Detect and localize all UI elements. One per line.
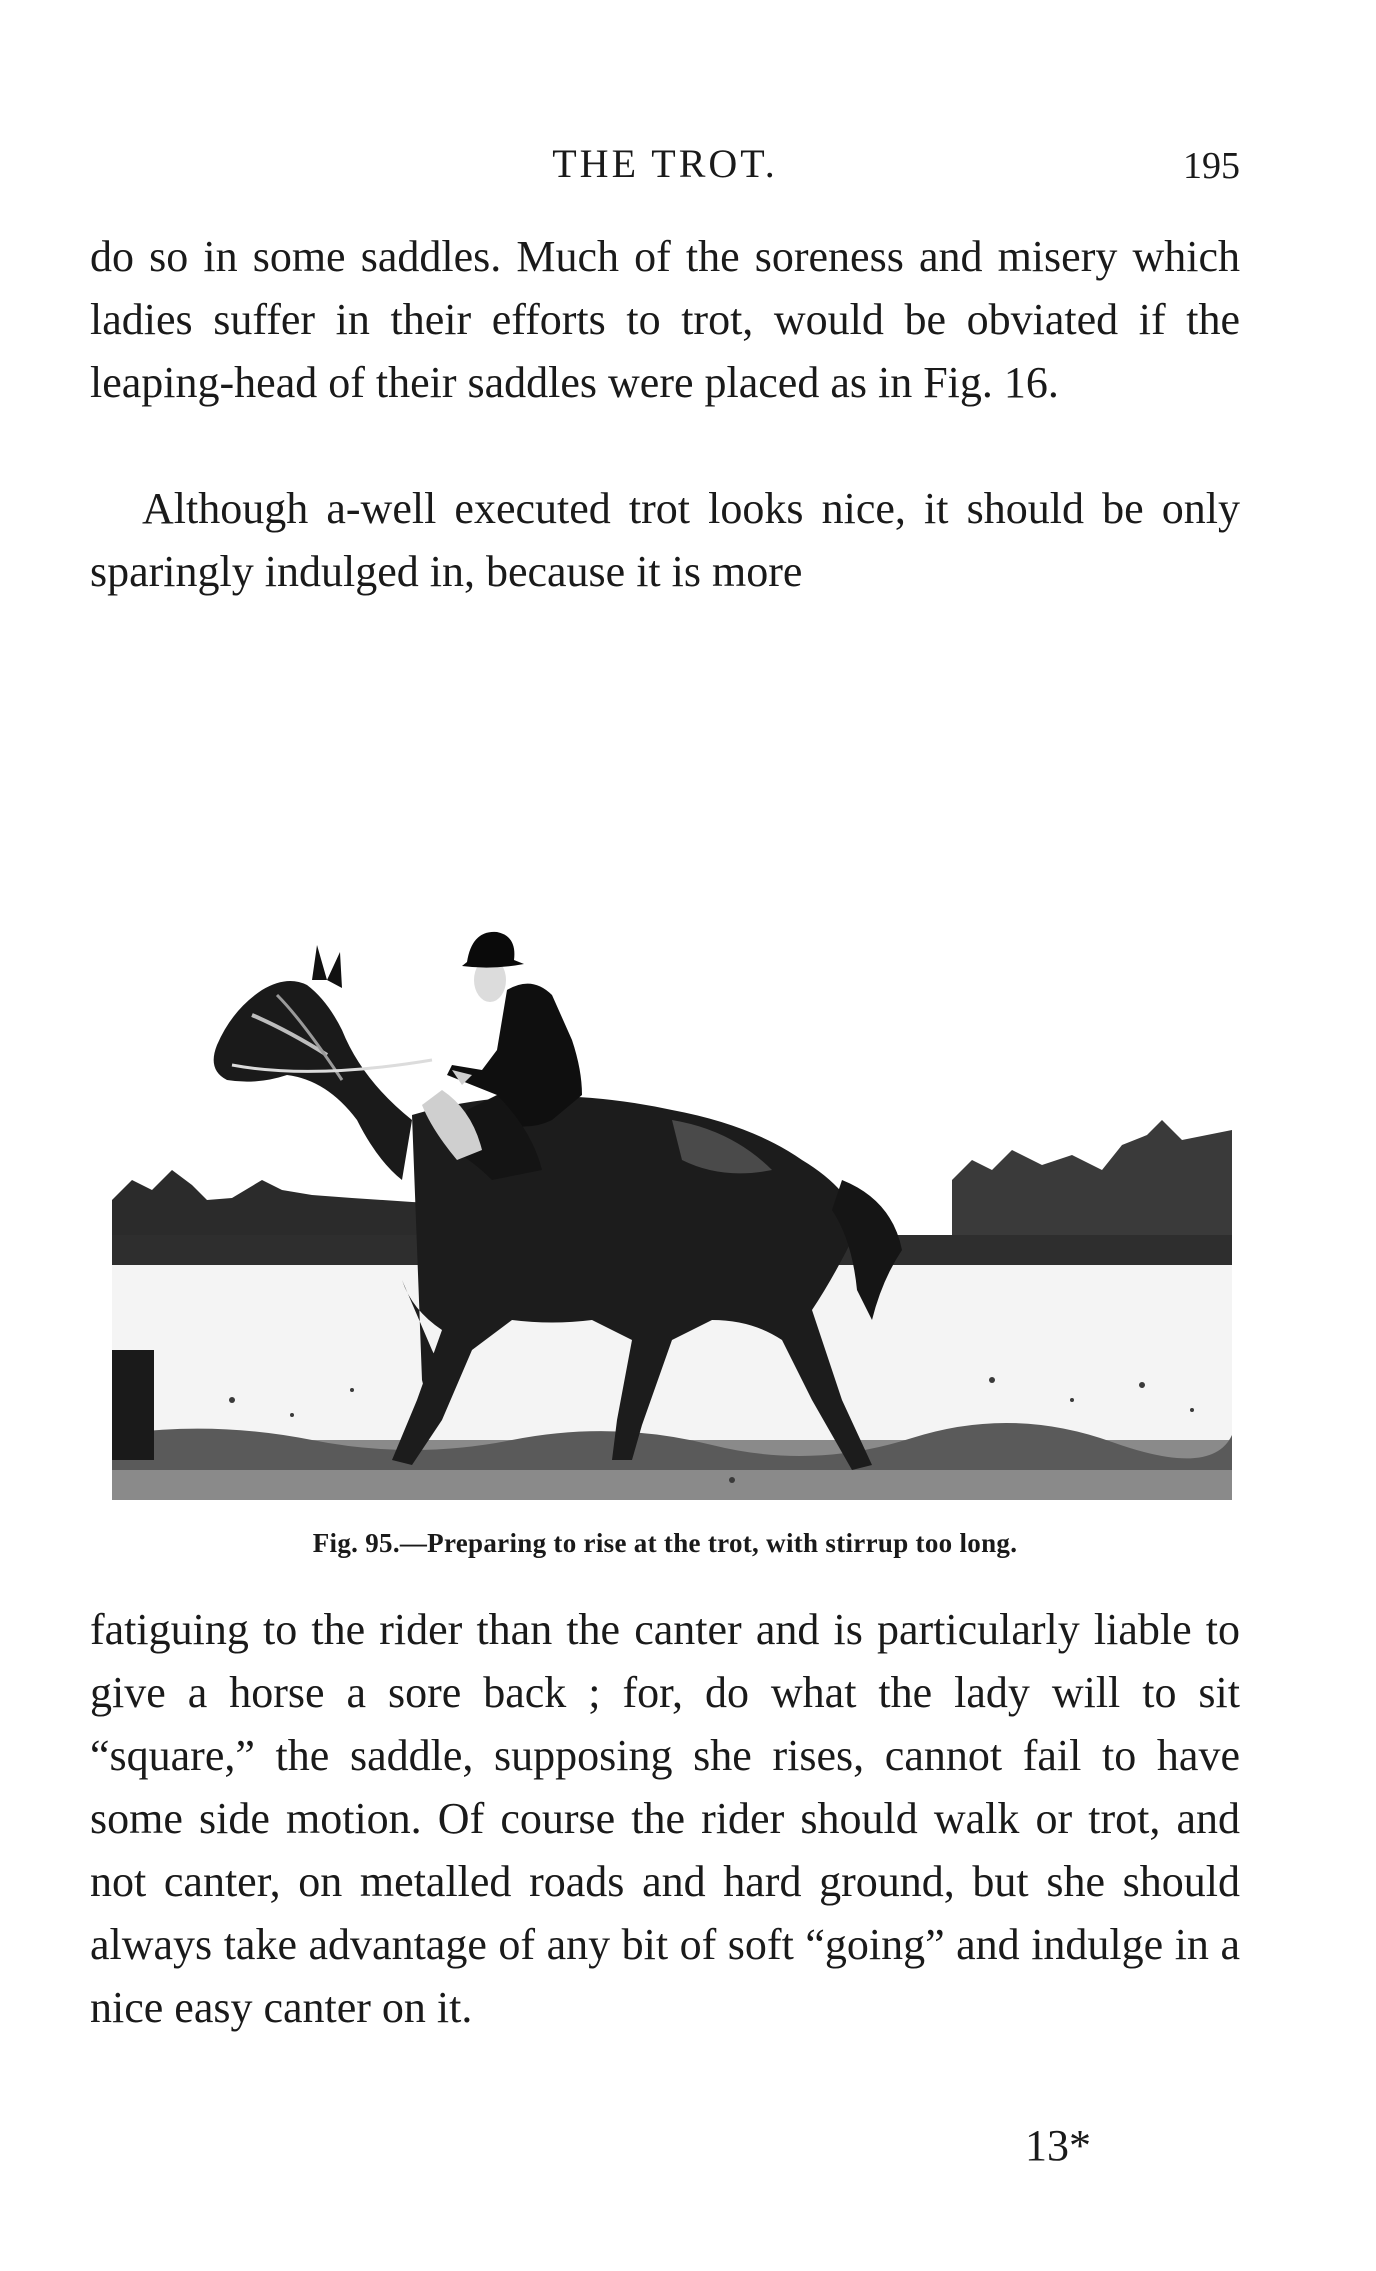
page-number: 195: [1183, 145, 1240, 187]
running-head: [90, 140, 1240, 200]
signature-mark: 13*: [1025, 2121, 1091, 2170]
running-title: THE TROT.: [552, 141, 778, 186]
paragraph-3: fatiguing to the rider than the canter and is particularly liable to give a horse a sore back ; for, do what the lady will to sit “square,” the saddle, supposing she rises, cannot fail to have some side motion. Of course the rider should walk or trot, and not canter, on metalled roads and hard ground, but she should always take advantage of any bit of soft “going” and indulge in a nice easy canter on it.: [90, 1605, 1240, 2032]
horse-rider-photo-icon: [112, 880, 1232, 1500]
figure-photo: [112, 880, 1232, 1500]
figure-caption: Fig. 95.—Preparing to rise at the trot, with stirrup too long.: [312, 1528, 1018, 1558]
paragraph-2: Although a-well executed trot looks nice, it should be only sparingly indulged in, because it is more: [90, 484, 1240, 596]
paragraph-1: do so in some saddles. Much of the soreness and misery which ladies suffer in their efforts to trot, would be obviated if the leaping-head of their saddles were placed as in Fig. 16.: [90, 232, 1240, 407]
